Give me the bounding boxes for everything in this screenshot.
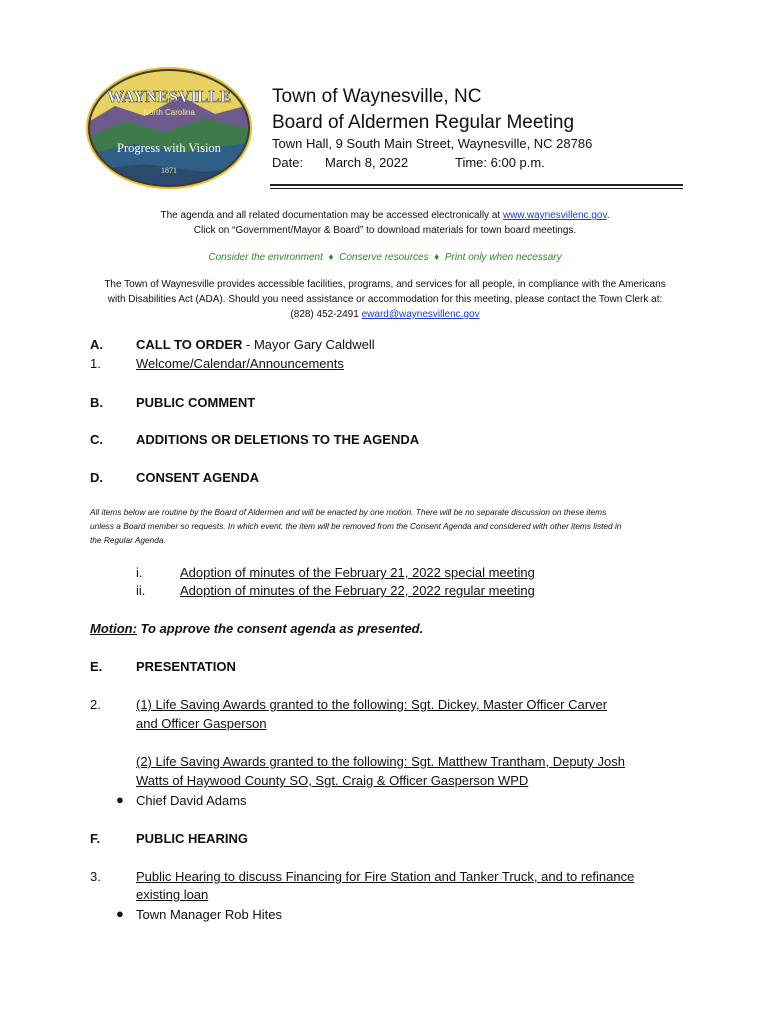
header-rule-bottom xyxy=(270,188,683,189)
environment-line xyxy=(60,250,710,265)
section-c-title: ADDITIONS OR DELETIONS TO THE AGENDA xyxy=(136,432,420,447)
section-e-label: E. xyxy=(90,659,103,674)
bullet-icon: ● xyxy=(116,906,124,921)
item-1-number: 1. xyxy=(90,356,101,371)
access-suffix: . xyxy=(606,210,610,221)
section-d-title: CONSENT AGENDA xyxy=(136,470,260,485)
ada-phone: (828) 452-2491 xyxy=(290,309,362,320)
diamond-bullet-icon: ♦ xyxy=(325,252,337,263)
section-c-label: C. xyxy=(90,432,103,447)
section-b-title: PUBLIC COMMENT xyxy=(136,395,256,410)
ada-notice xyxy=(60,277,710,322)
logo-name: WAYNESVILLE xyxy=(106,87,232,106)
motion-line xyxy=(90,621,423,636)
ada-line-2: with Disabilities Act (ADA). Should you need assistance or accommodation for this meeting, please contact the Town Clerk at: xyxy=(107,294,663,305)
section-a-label: A. xyxy=(90,337,103,352)
consent-note xyxy=(90,505,690,547)
item-3-presenter: Town Manager Rob Hites xyxy=(136,907,282,922)
header-town-title: Town of Waynesville, NC xyxy=(272,86,482,107)
item-2b-line-1: (2) Life Saving Awards granted to the following: Sgt. Matthew Trantham, Deputy Josh xyxy=(136,754,625,769)
env-consider: Consider the environment xyxy=(208,252,323,263)
access-notice xyxy=(60,208,710,238)
logo-year: 1871 xyxy=(161,166,177,175)
header-address: Town Hall, 9 South Main Street, Waynesville, NC 28786 xyxy=(272,136,593,151)
header-meeting-title: Board of Aldermen Regular Meeting xyxy=(272,112,575,133)
consent-item-ii-number: ii. xyxy=(136,583,146,598)
logo-motto: Progress with Vision xyxy=(117,141,221,155)
ada-line-1: The Town of Waynesville provides accessible facilities, programs, and services for all people, in compliance with the Americans xyxy=(104,279,666,290)
env-conserve: Conserve resources xyxy=(339,252,429,263)
header-rule-top xyxy=(270,184,683,186)
section-f-title: PUBLIC HEARING xyxy=(136,831,248,846)
date-label: Date: xyxy=(272,155,304,170)
section-a-title: CALL TO ORDER xyxy=(136,337,243,352)
date-value: March 8, 2022 xyxy=(325,155,409,170)
section-a-heading xyxy=(136,337,375,352)
motion-label: Motion: xyxy=(90,621,137,636)
item-2-number: 2. xyxy=(90,697,101,712)
town-logo xyxy=(85,66,253,190)
item-2-presenter: Chief David Adams xyxy=(136,793,247,808)
motion-text: To approve the consent agenda as presented. xyxy=(136,621,424,636)
item-3-line-2: existing loan xyxy=(136,887,209,902)
consent-note-line-1: All items below are routine by the Board of Aldermen and will be enacted by one motion. There will be no separate discussion on these items xyxy=(90,507,607,517)
logo-state: North Carolina xyxy=(143,108,195,117)
diamond-bullet-icon: ♦ xyxy=(431,252,443,263)
consent-item-i-text: Adoption of minutes of the February 21, 2022 special meeting xyxy=(180,565,535,580)
item-3-line-1: Public Hearing to discuss Financing for Fire Station and Tanker Truck, and to refinance xyxy=(136,869,635,884)
item-2b-line-2: Watts of Haywood County SO, Sgt. Craig & Officer Gasperson WPD xyxy=(136,773,529,788)
access-prefix: The agenda and all related documentation may be accessed electronically at xyxy=(160,210,503,221)
section-f-label: F. xyxy=(90,831,101,846)
item-3-number: 3. xyxy=(90,869,101,884)
consent-item-i-number: i. xyxy=(136,565,143,580)
item-2-line-1: (1) Life Saving Awards granted to the following: Sgt. Dickey, Master Officer Carver xyxy=(136,697,608,712)
time-value: Time: 6:00 p.m. xyxy=(455,155,545,170)
website-link[interactable]: www.waynesvillenc.gov xyxy=(502,210,607,221)
env-print: Print only when necessary xyxy=(444,252,562,263)
clerk-email-link[interactable]: eward@waynesvillenc.gov xyxy=(361,309,480,320)
section-a-subtitle: - Mayor Gary Caldwell xyxy=(242,337,375,352)
bullet-icon: ● xyxy=(116,792,124,807)
section-e-title: PRESENTATION xyxy=(136,659,236,674)
section-d-label: D. xyxy=(90,470,103,485)
item-2-line-2: and Officer Gasperson xyxy=(136,716,267,731)
consent-note-line-3: the Regular Agenda. xyxy=(90,535,166,545)
download-instructions: Click on “Government/Mayor & Board” to download materials for town board meetings. xyxy=(193,225,577,236)
item-1-text: Welcome/Calendar/Announcements xyxy=(136,356,344,371)
consent-note-line-2: unless a Board member so requests. In which event, the item will be removed from the Consent Agenda and considered with other items listed in xyxy=(90,521,622,531)
consent-item-ii-text: Adoption of minutes of the February 22, 2022 regular meeting xyxy=(180,583,535,598)
section-b-label: B. xyxy=(90,395,103,410)
